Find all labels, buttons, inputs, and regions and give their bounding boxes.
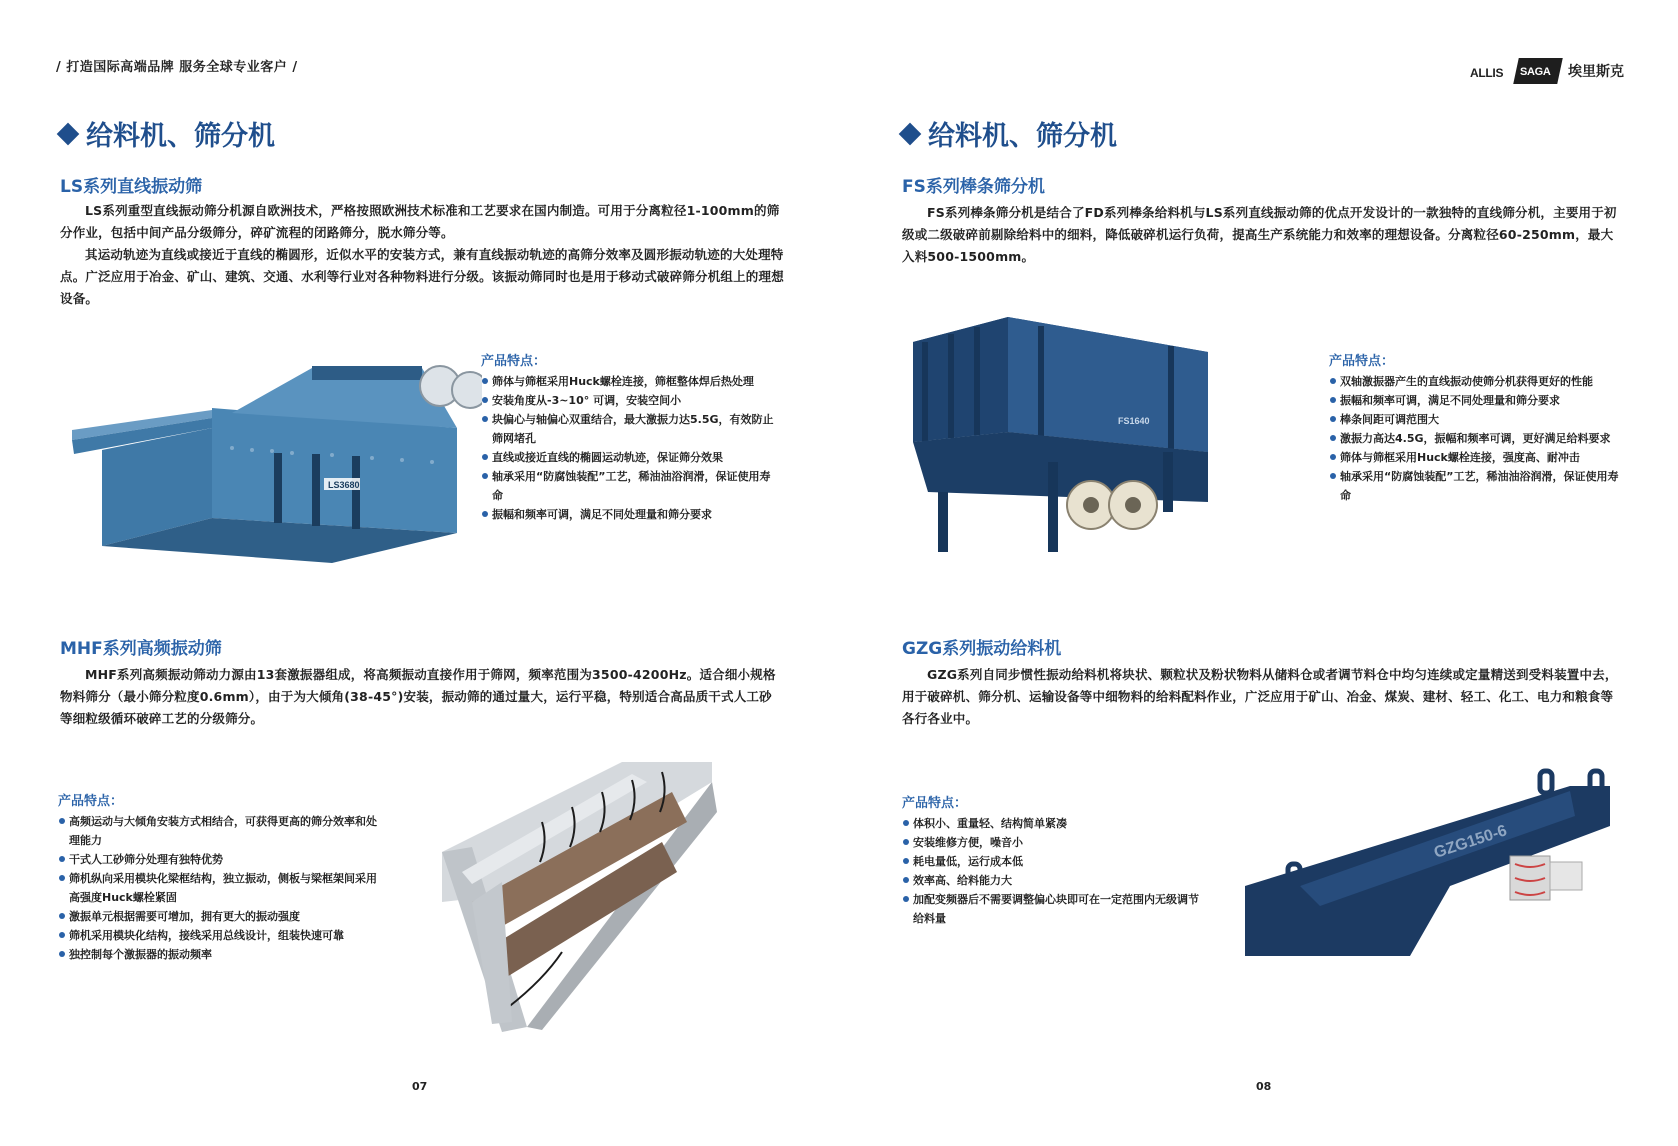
header-slogan: / 打造国际高端品牌 服务全球专业客户 / xyxy=(56,60,298,75)
ls-description xyxy=(60,200,784,310)
list-item: 加配变频器后不需要调整偏心块即可在一定范围内无级调节给料量 xyxy=(902,890,1202,928)
fs-machine-image xyxy=(908,312,1218,562)
mhf-series-title: MHF系列高频振动筛 xyxy=(60,639,222,659)
list-item: 安装角度从-3~10° 可调，安装空间小 xyxy=(481,391,781,410)
list-item: 轴承采用“防腐蚀装配”工艺，稀油油浴润滑，保证使用寿命 xyxy=(481,467,781,505)
list-item: 独控制每个激振器的振动频率 xyxy=(58,945,378,964)
fs-features-list xyxy=(1329,372,1629,505)
brand-logo xyxy=(1470,58,1624,84)
list-item: 筛机采用模块化结构，接线采用总线设计，组装快速可靠 xyxy=(58,926,378,945)
ls-machine-label: LS3680 xyxy=(328,480,360,490)
right-section-title-text: 给料机、筛分机 xyxy=(928,121,1117,152)
left-section-title-text: 给料机、筛分机 xyxy=(86,121,275,152)
diamond-bullet-icon xyxy=(899,122,922,145)
mhf-features-list xyxy=(58,812,378,964)
list-item: 振幅和频率可调，满足不同处理量和筛分要求 xyxy=(1329,391,1629,410)
ls-paragraph-1: LS系列重型直线振动筛分机源自欧洲技术，严格按照欧洲技术标准和工艺要求在国内制造。可用于分离粒径1-100mm的筛分作业，包括中间产品分级筛分，碎矿流程的闭路筛分，脱水筛分等。 xyxy=(60,203,780,240)
list-item: 筛机纵向采用模块化梁框结构，独立振动，侧板与梁框架间采用高强度Huck螺栓紧固 xyxy=(58,869,378,907)
ls-features-title: 产品特点： xyxy=(481,354,547,369)
mhf-description xyxy=(60,664,784,730)
list-item: 块偏心与轴偏心双重结合，最大激振力达5.5G，有效防止筛网堵孔 xyxy=(481,410,781,448)
list-item: 轴承采用“防腐蚀装配”工艺，稀油油浴润滑，保证使用寿命 xyxy=(1329,467,1629,505)
ls-features-list xyxy=(481,372,781,524)
list-item: 耗电量低，运行成本低 xyxy=(902,852,1202,871)
list-item: 高频运动与大倾角安装方式相结合，可获得更高的筛分效率和处理能力 xyxy=(58,812,378,850)
gzg-paragraph: GZG系列自同步惯性振动给料机将块状、颗粒状及粉状物料从储料仓或者调节料仓中均匀连续或定量精送到受料装置中去，用于破碎机、筛分机、运输设备等中细物料的给料配料作业，广泛应用于矿山、冶金、煤炭、建材、轻工、化工、电力和粮食等各行各业中。 xyxy=(902,667,1618,726)
ls-features xyxy=(481,350,781,524)
list-item: 双轴激振器产生的直线振动使筛分机获得更好的性能 xyxy=(1329,372,1629,391)
list-item: 体积小、重量轻、结构简单紧凑 xyxy=(902,814,1202,833)
gzg-features-list xyxy=(902,814,1202,928)
logo-mark xyxy=(1470,58,1564,84)
list-item: 效率高、给料能力大 xyxy=(902,871,1202,890)
fs-features-title: 产品特点： xyxy=(1329,354,1395,369)
page-number-left: 07 xyxy=(412,1080,428,1093)
list-item: 干式人工砂筛分处理有独特优势 xyxy=(58,850,378,869)
mhf-machine-image xyxy=(432,752,722,1032)
right-section-title xyxy=(902,114,1117,153)
gzg-machine-image xyxy=(1240,766,1630,966)
fs-features xyxy=(1329,350,1629,505)
ls-series-title: LS系列直线振动筛 xyxy=(60,177,203,197)
gzg-series-title: GZG系列振动给料机 xyxy=(902,639,1062,659)
logo-wordmark-right: SAGA xyxy=(1520,66,1551,78)
ls-machine-image xyxy=(62,358,482,578)
page-number-right: 08 xyxy=(1256,1080,1272,1093)
list-item: 筛体与筛框采用Huck螺栓连接，筛框整体焊后热处理 xyxy=(481,372,781,391)
gzg-machine-label: GZG150-6 xyxy=(1431,822,1510,862)
list-item: 直线或接近直线的椭圆运动轨迹，保证筛分效果 xyxy=(481,448,781,467)
left-section-title xyxy=(60,114,275,153)
fs-machine-label: FS1640 xyxy=(1118,416,1150,426)
fs-series-title: FS系列棒条筛分机 xyxy=(902,177,1045,197)
gzg-features-title: 产品特点： xyxy=(902,796,968,811)
list-item: 激振单元根据需要可增加，拥有更大的振动强度 xyxy=(58,907,378,926)
list-item: 安装维修方便，噪音小 xyxy=(902,833,1202,852)
diamond-bullet-icon xyxy=(57,122,80,145)
mhf-features-title: 产品特点： xyxy=(58,794,124,809)
list-item: 激振力高达4.5G，振幅和频率可调，更好满足给料要求 xyxy=(1329,429,1629,448)
fs-paragraph: FS系列棒条筛分机是结合了FD系列棒条给料机与LS系列直线振动筛的优点开发设计的一款独特的直线筛分机，主要用于初级或二级破碎前剔除给料中的细料，降低破碎机运行负荷，提高生产系统能力和效率的理想设备。分离粒径60-250mm，最大入料500-1500mm。 xyxy=(902,205,1617,264)
list-item: 振幅和频率可调，满足不同处理量和筛分要求 xyxy=(481,505,781,524)
fs-description xyxy=(902,202,1624,268)
logo-wordmark-left: ALLIS xyxy=(1470,66,1504,80)
list-item: 棒条间距可调范围大 xyxy=(1329,410,1629,429)
ls-paragraph-2: 其运动轨迹为直线或接近于直线的椭圆形，近似水平的安装方式，兼有直线振动轨迹的高筛分效率及圆形振动轨迹的大处理特点。广泛应用于冶金、矿山、建筑、交通、水利等行业对各种物料进行分级。该振动筛同时也是用于移动式破碎筛分机组上的理想设备。 xyxy=(60,247,784,306)
mhf-features xyxy=(58,790,378,964)
gzg-features xyxy=(902,792,1202,928)
mhf-paragraph: MHF系列高频振动筛动力源由13套激振器组成，将高频振动直接作用于筛网，频率范围为3500-4200Hz。适合细小规格物料筛分（最小筛分粒度0.6mm），由于为大倾角(38-45°)安装，振动筛的通过量大，运行平稳，特别适合高品质干式人工砂等细粒级循环破碎工艺的分级筛分。 xyxy=(60,667,776,726)
list-item: 筛体与筛框采用Huck螺栓连接，强度高、耐冲击 xyxy=(1329,448,1629,467)
gzg-description xyxy=(902,664,1624,730)
logo-chinese-name: 埃里斯克 xyxy=(1568,64,1624,80)
